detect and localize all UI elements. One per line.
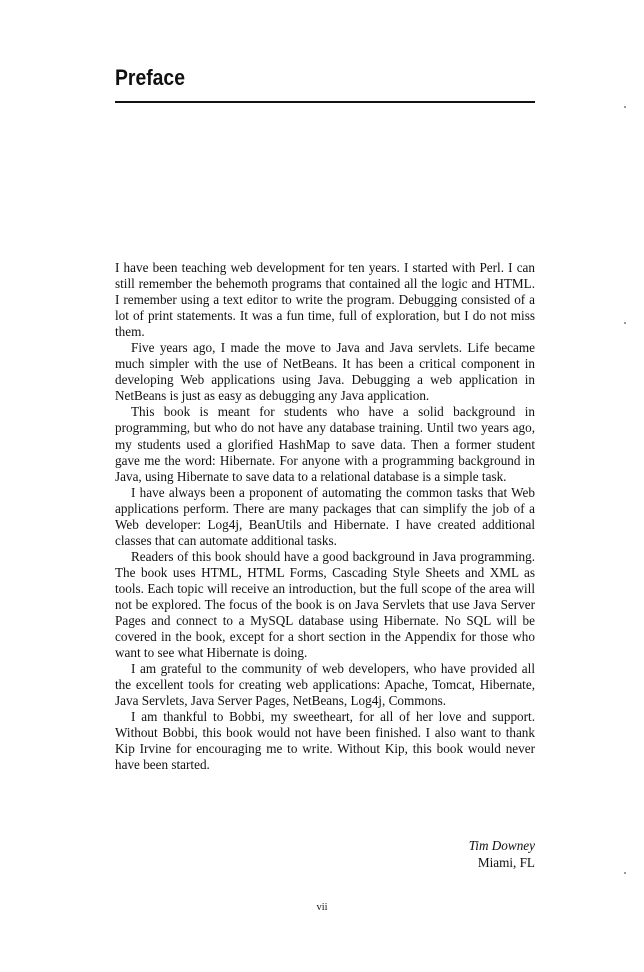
author-name: Tim Downey — [468, 838, 535, 853]
paragraph: I have been teaching web development for ten years. I started with Perl. I can still remember the behemoth programs that contained all the logic and HTML. I remember using a text editor to write the program. Debugging consisted of a lot of print statements. It was a fun time, full of exploration, but I do not miss them. — [115, 260, 535, 340]
paragraph: I am thankful to Bobbi, my sweetheart, for all of her love and support. Without Bobbi, this book would not have been finished. I also want to thank Kip Irvine for encouraging me to write. Without Kip, this book would never have been started. — [115, 709, 535, 773]
author-location: Miami, FL — [477, 854, 535, 870]
page-number: vii — [316, 902, 328, 913]
scan-edge-mark — [624, 106, 626, 108]
paragraph: I am grateful to the community of web developers, who have provided all the excellent tools for creating web applications: Apache, Tomcat, Hibernate, Java Servlets, Java Server Pages, NetBeans, Log4j, Commons. — [115, 661, 535, 709]
paragraph: This book is meant for students who have a solid background in programming, but who do not have any database training. Until two years ago, my students used a glorified HashMap to save data. Then a former student gave me the word: Hibernate. For anyone with a programming background in Java, using Hibernate to save data to a relational database is a simple task. — [115, 404, 535, 484]
paragraph: Five years ago, I made the move to Java and Java servlets. Life became much simpler with the use of NetBeans. It has been a critical component in developing Web applications using Java. Debugging a web application in NetBeans is just as easy as debugging any Java application. — [115, 340, 535, 404]
author-signature — [469, 838, 535, 871]
chapter-title: Preface — [115, 65, 185, 90]
paragraph: I have always been a proponent of automating the common tasks that Web applications perform. There are many packages that can simplify the job of a Web developer: Log4j, BeanUtils and Hibernate. I have created additional classes that can automate additional tasks. — [115, 484, 535, 548]
preface-body — [115, 260, 535, 774]
paragraph: Readers of this book should have a good background in Java programming. The book uses HTML, HTML Forms, Cascading Style Sheets and XML as tools. Each topic will receive an introduction, but the full scope of the area will not be explored. The focus of the book is on Java Servlets that use Java Server Pages and connect to a MySQL database using Hibernate. No SQL will be covered in the book, except for a short section in the Appendix for those who want to see what Hibernate is doing. — [115, 548, 535, 661]
title-rule — [115, 101, 535, 103]
scan-edge-mark — [624, 322, 626, 324]
scan-edge-mark — [624, 872, 626, 874]
